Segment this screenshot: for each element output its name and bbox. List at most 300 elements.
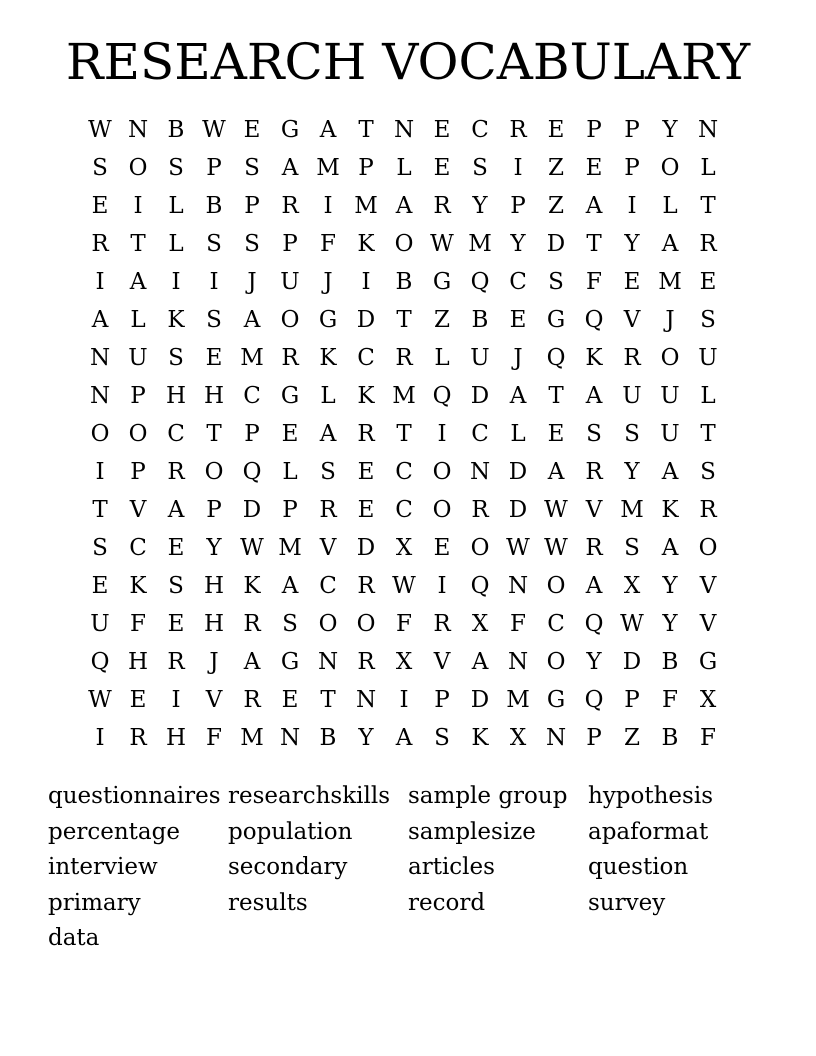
grid-letter: K (471, 725, 489, 751)
grid-letter: O (318, 611, 338, 637)
grid-row (81, 529, 727, 567)
grid-letter: S (472, 155, 488, 181)
grid-letter: C (129, 535, 147, 561)
grid-letter: A (281, 155, 299, 181)
grid-letter: U (622, 383, 642, 409)
grid-letter: B (167, 117, 185, 143)
grid-letter: K (585, 345, 603, 371)
grid-letter: R (167, 459, 185, 485)
grid-letter: R (433, 611, 451, 637)
grid-letter: P (586, 117, 602, 143)
grid-letter: Q (546, 345, 566, 371)
grid-letter: T (700, 421, 716, 447)
grid-letter: S (700, 459, 716, 485)
grid-letter: E (205, 345, 223, 371)
grid-letter: O (546, 573, 566, 599)
grid-letter: S (282, 611, 298, 637)
grid-letter: T (92, 497, 108, 523)
grid-letter: G (698, 649, 718, 675)
grid-letter: F (206, 725, 222, 751)
grid-letter: E (433, 117, 451, 143)
grid-letter: B (661, 649, 679, 675)
grid-letter: R (129, 725, 147, 751)
grid-letter: M (316, 155, 340, 181)
grid-letter: S (320, 459, 336, 485)
grid-letter: N (697, 117, 719, 143)
grid-row (81, 681, 727, 719)
grid-letter: P (624, 155, 640, 181)
word-list (48, 779, 768, 957)
word-list-item: record (408, 889, 486, 916)
grid-letter: U (660, 421, 680, 447)
grid-letter: R (357, 573, 375, 599)
grid-letter: R (585, 535, 603, 561)
grid-letter: D (242, 497, 262, 523)
grid-letter: P (434, 687, 450, 713)
grid-letter: X (699, 687, 717, 713)
grid-letter: Q (242, 459, 262, 485)
grid-letter: Y (662, 117, 678, 143)
grid-letter: F (320, 231, 336, 257)
grid-letter: V (699, 573, 717, 599)
grid-letter: A (585, 573, 603, 599)
grid-letter: M (240, 345, 264, 371)
grid-letter: O (280, 307, 300, 333)
grid-letter: K (319, 345, 337, 371)
grid-letter: F (662, 687, 678, 713)
grid-letter: N (89, 345, 111, 371)
grid-letter: A (471, 649, 489, 675)
grid-letter: A (129, 269, 147, 295)
grid-letter: S (206, 307, 222, 333)
grid-letter: A (395, 725, 413, 751)
word-list-item: interview (48, 854, 158, 881)
grid-letter: V (205, 687, 223, 713)
grid-letter: A (281, 573, 299, 599)
grid-letter: K (357, 231, 375, 257)
grid-row (81, 605, 727, 643)
grid-letter: G (280, 649, 300, 675)
grid-letter: Q (584, 687, 604, 713)
grid-letter: Y (206, 535, 222, 561)
grid-letter: C (243, 383, 261, 409)
grid-letter: N (355, 687, 377, 713)
grid-letter: S (700, 307, 716, 333)
grid-letter: F (700, 725, 716, 751)
grid-letter: E (167, 611, 185, 637)
grid-letter: W (430, 231, 454, 257)
grid-letter: S (586, 421, 602, 447)
grid-letter: A (243, 307, 261, 333)
grid-letter: L (662, 193, 678, 219)
grid-letter: O (660, 345, 680, 371)
grid-letter: A (319, 421, 337, 447)
grid-letter: P (244, 193, 260, 219)
grid-letter: U (660, 383, 680, 409)
grid-letter: E (547, 117, 565, 143)
grid-letter: M (278, 535, 302, 561)
grid-letter: I (95, 725, 105, 751)
grid-letter: N (393, 117, 415, 143)
grid-letter: G (280, 383, 300, 409)
grid-letter: C (319, 573, 337, 599)
grid-letter: L (700, 383, 716, 409)
grid-letter: T (586, 231, 602, 257)
grid-letter: G (432, 269, 452, 295)
grid-letter: I (209, 269, 219, 295)
word-list-item: percentage (48, 818, 180, 845)
grid-letter: R (623, 345, 641, 371)
grid-row (81, 719, 727, 757)
grid-letter: I (171, 687, 181, 713)
grid-letter: C (357, 345, 375, 371)
grid-letter: R (699, 497, 717, 523)
grid-letter: X (623, 573, 641, 599)
grid-letter: S (92, 535, 108, 561)
grid-letter: O (394, 231, 414, 257)
grid-letter: F (586, 269, 602, 295)
grid-letter: X (395, 535, 413, 561)
grid-letter: N (89, 383, 111, 409)
grid-letter: K (243, 573, 261, 599)
grid-letter: S (168, 345, 184, 371)
word-list-item: questionnaires (48, 783, 221, 809)
grid-letter: R (281, 345, 299, 371)
grid-letter: B (471, 307, 489, 333)
grid-letter: E (585, 155, 603, 181)
grid-letter: T (206, 421, 222, 447)
grid-letter: A (243, 649, 261, 675)
grid-letter: A (661, 459, 679, 485)
grid-letter: U (90, 611, 110, 637)
grid-letter: C (395, 459, 413, 485)
grid-letter: Q (470, 573, 490, 599)
grid-letter: I (437, 573, 447, 599)
grid-letter: E (129, 687, 147, 713)
grid-letter: V (699, 611, 717, 637)
grid-letter: W (620, 611, 644, 637)
grid-letter: C (547, 611, 565, 637)
grid-letter: Y (662, 611, 678, 637)
grid-letter: I (361, 269, 371, 295)
grid-letter: I (513, 155, 523, 181)
grid-letter: R (471, 497, 489, 523)
grid-letter: E (91, 193, 109, 219)
grid-letter: R (357, 421, 375, 447)
grid-letter: X (395, 649, 413, 675)
grid-letter: J (209, 649, 219, 675)
grid-letter: O (698, 535, 718, 561)
grid-letter: S (624, 535, 640, 561)
grid-letter: E (357, 497, 375, 523)
grid-letter: M (620, 497, 644, 523)
grid-letter: N (469, 459, 491, 485)
grid-letter: A (395, 193, 413, 219)
grid-letter: D (356, 307, 376, 333)
grid-letter: E (281, 421, 299, 447)
grid-row (81, 643, 727, 681)
grid-letter: I (627, 193, 637, 219)
grid-letter: D (622, 649, 642, 675)
grid-letter: L (168, 193, 184, 219)
grid-letter: G (280, 117, 300, 143)
grid-row (81, 491, 727, 529)
grid-letter: P (130, 383, 146, 409)
grid-letter: S (92, 155, 108, 181)
grid-letter: S (168, 573, 184, 599)
word-list-item: population (228, 818, 353, 845)
grid-letter: X (509, 725, 527, 751)
grid-row (81, 415, 727, 453)
word-list-item: hypothesis (588, 783, 714, 809)
grid-letter: S (434, 725, 450, 751)
grid-letter: P (206, 155, 222, 181)
word-search-grid (81, 111, 727, 757)
grid-letter: A (319, 117, 337, 143)
grid-letter: S (244, 155, 260, 181)
grid-letter: V (319, 535, 337, 561)
word-list-item: articles (408, 854, 495, 881)
grid-letter: D (470, 383, 490, 409)
grid-letter: I (133, 193, 143, 219)
grid-letter: D (508, 497, 528, 523)
grid-letter: B (661, 725, 679, 751)
word-list-item: question (588, 854, 689, 881)
grid-letter: O (546, 649, 566, 675)
grid-letter: B (319, 725, 337, 751)
grid-letter: U (128, 345, 148, 371)
grid-row (81, 301, 727, 339)
grid-letter: S (206, 231, 222, 257)
grid-letter: L (700, 155, 716, 181)
grid-letter: W (544, 497, 568, 523)
grid-letter: O (432, 459, 452, 485)
word-list-item: samplesize (408, 818, 536, 845)
grid-letter: V (433, 649, 451, 675)
grid-letter: S (548, 269, 564, 295)
grid-letter: E (243, 117, 261, 143)
grid-letter: Y (510, 231, 526, 257)
grid-letter: M (240, 725, 264, 751)
grid-letter: R (319, 497, 337, 523)
grid-letter: H (203, 573, 225, 599)
grid-row (81, 187, 727, 225)
grid-letter: A (661, 535, 679, 561)
grid-letter: A (509, 383, 527, 409)
grid-letter: O (204, 459, 224, 485)
grid-letter: R (699, 231, 717, 257)
grid-letter: T (320, 687, 336, 713)
grid-letter: P (510, 193, 526, 219)
grid-letter: P (130, 459, 146, 485)
grid-letter: A (91, 307, 109, 333)
grid-letter: N (507, 573, 529, 599)
grid-letter: E (509, 307, 527, 333)
grid-letter: M (392, 383, 416, 409)
grid-letter: C (471, 117, 489, 143)
grid-letter: R (281, 193, 299, 219)
grid-letter: U (698, 345, 718, 371)
grid-letter: J (513, 345, 523, 371)
grid-letter: L (282, 459, 298, 485)
grid-letter: C (471, 421, 489, 447)
grid-letter: T (396, 421, 412, 447)
grid-letter: T (700, 193, 716, 219)
grid-letter: O (432, 497, 452, 523)
grid-letter: W (88, 687, 112, 713)
grid-letter: Q (584, 611, 604, 637)
grid-letter: P (624, 687, 640, 713)
grid-letter: R (91, 231, 109, 257)
grid-letter: O (356, 611, 376, 637)
grid-letter: U (470, 345, 490, 371)
grid-letter: O (90, 421, 110, 447)
grid-letter: K (167, 307, 185, 333)
word-list-item: secondary (228, 854, 348, 881)
grid-letter: O (660, 155, 680, 181)
grid-letter: H (165, 725, 187, 751)
grid-letter: C (509, 269, 527, 295)
grid-letter: I (171, 269, 181, 295)
grid-letter: R (243, 687, 261, 713)
grid-letter: B (205, 193, 223, 219)
grid-letter: O (128, 421, 148, 447)
grid-letter: E (547, 421, 565, 447)
grid-letter: N (279, 725, 301, 751)
word-list-item: survey (588, 889, 666, 916)
grid-letter: N (507, 649, 529, 675)
grid-letter: L (396, 155, 412, 181)
grid-letter: W (544, 535, 568, 561)
grid-letter: I (95, 459, 105, 485)
grid-letter: A (585, 193, 603, 219)
grid-letter: H (127, 649, 149, 675)
grid-letter: L (130, 307, 146, 333)
page-title: RESEARCH VOCABULARY (65, 33, 751, 91)
grid-letter: T (358, 117, 374, 143)
grid-letter: R (167, 649, 185, 675)
word-list-item: results (228, 889, 308, 916)
grid-letter: W (240, 535, 264, 561)
grid-letter: G (546, 687, 566, 713)
grid-letter: A (547, 459, 565, 485)
grid-letter: E (167, 535, 185, 561)
grid-letter: J (323, 269, 333, 295)
grid-letter: A (585, 383, 603, 409)
grid-letter: E (91, 573, 109, 599)
grid-letter: W (506, 535, 530, 561)
grid-letter: Y (358, 725, 374, 751)
grid-letter: N (545, 725, 567, 751)
grid-letter: K (357, 383, 375, 409)
grid-letter: F (130, 611, 146, 637)
grid-row (81, 453, 727, 491)
grid-letter: V (129, 497, 147, 523)
grid-letter: P (624, 117, 640, 143)
grid-letter: W (392, 573, 416, 599)
grid-letter: N (127, 117, 149, 143)
grid-letter: M (506, 687, 530, 713)
grid-letter: F (510, 611, 526, 637)
grid-letter: T (548, 383, 564, 409)
grid-letter: W (88, 117, 112, 143)
grid-letter: E (623, 269, 641, 295)
grid-row (81, 263, 727, 301)
grid-letter: G (546, 307, 566, 333)
grid-letter: S (624, 421, 640, 447)
word-list-item: sample group (408, 783, 568, 809)
word-list-item: apaformat (588, 818, 709, 845)
grid-letter: Y (624, 459, 640, 485)
grid-letter: V (585, 497, 603, 523)
word-list-item: data (48, 925, 100, 952)
grid-row (81, 225, 727, 263)
grid-letter: R (243, 611, 261, 637)
grid-row (81, 111, 727, 149)
grid-letter: R (357, 649, 375, 675)
grid-letter: O (470, 535, 490, 561)
grid-letter: Z (548, 193, 564, 219)
grid-letter: E (699, 269, 717, 295)
grid-letter: H (203, 611, 225, 637)
grid-letter: Y (662, 573, 678, 599)
grid-letter: W (202, 117, 226, 143)
grid-letter: P (282, 497, 298, 523)
grid-letter: N (317, 649, 339, 675)
grid-letter: H (203, 383, 225, 409)
grid-letter: E (357, 459, 375, 485)
grid-letter: P (206, 497, 222, 523)
grid-letter: B (395, 269, 413, 295)
grid-letter: P (244, 421, 260, 447)
word-list-item: researchskills (228, 783, 391, 809)
grid-letter: I (437, 421, 447, 447)
grid-letter: Z (548, 155, 564, 181)
grid-letter: Q (90, 649, 110, 675)
grid-letter: D (470, 687, 490, 713)
grid-letter: T (396, 307, 412, 333)
grid-letter: D (508, 459, 528, 485)
grid-letter: P (358, 155, 374, 181)
grid-letter: K (661, 497, 679, 523)
grid-letter: S (244, 231, 260, 257)
grid-letter: P (586, 725, 602, 751)
grid-row (81, 149, 727, 187)
grid-letter: T (130, 231, 146, 257)
grid-letter: J (247, 269, 257, 295)
grid-letter: E (433, 535, 451, 561)
grid-letter: R (395, 345, 413, 371)
grid-letter: V (623, 307, 641, 333)
grid-letter: Y (624, 231, 640, 257)
grid-row (81, 339, 727, 377)
grid-letter: Q (584, 307, 604, 333)
grid-letter: I (399, 687, 409, 713)
grid-letter: I (95, 269, 105, 295)
grid-letter: O (128, 155, 148, 181)
grid-letter: G (318, 307, 338, 333)
grid-row (81, 377, 727, 415)
grid-letter: C (167, 421, 185, 447)
grid-letter: Y (472, 193, 488, 219)
grid-letter: L (320, 383, 336, 409)
grid-letter: U (280, 269, 300, 295)
grid-letter: C (395, 497, 413, 523)
grid-letter: S (168, 155, 184, 181)
grid-letter: Q (432, 383, 452, 409)
grid-letter: X (471, 611, 489, 637)
grid-letter: R (509, 117, 527, 143)
